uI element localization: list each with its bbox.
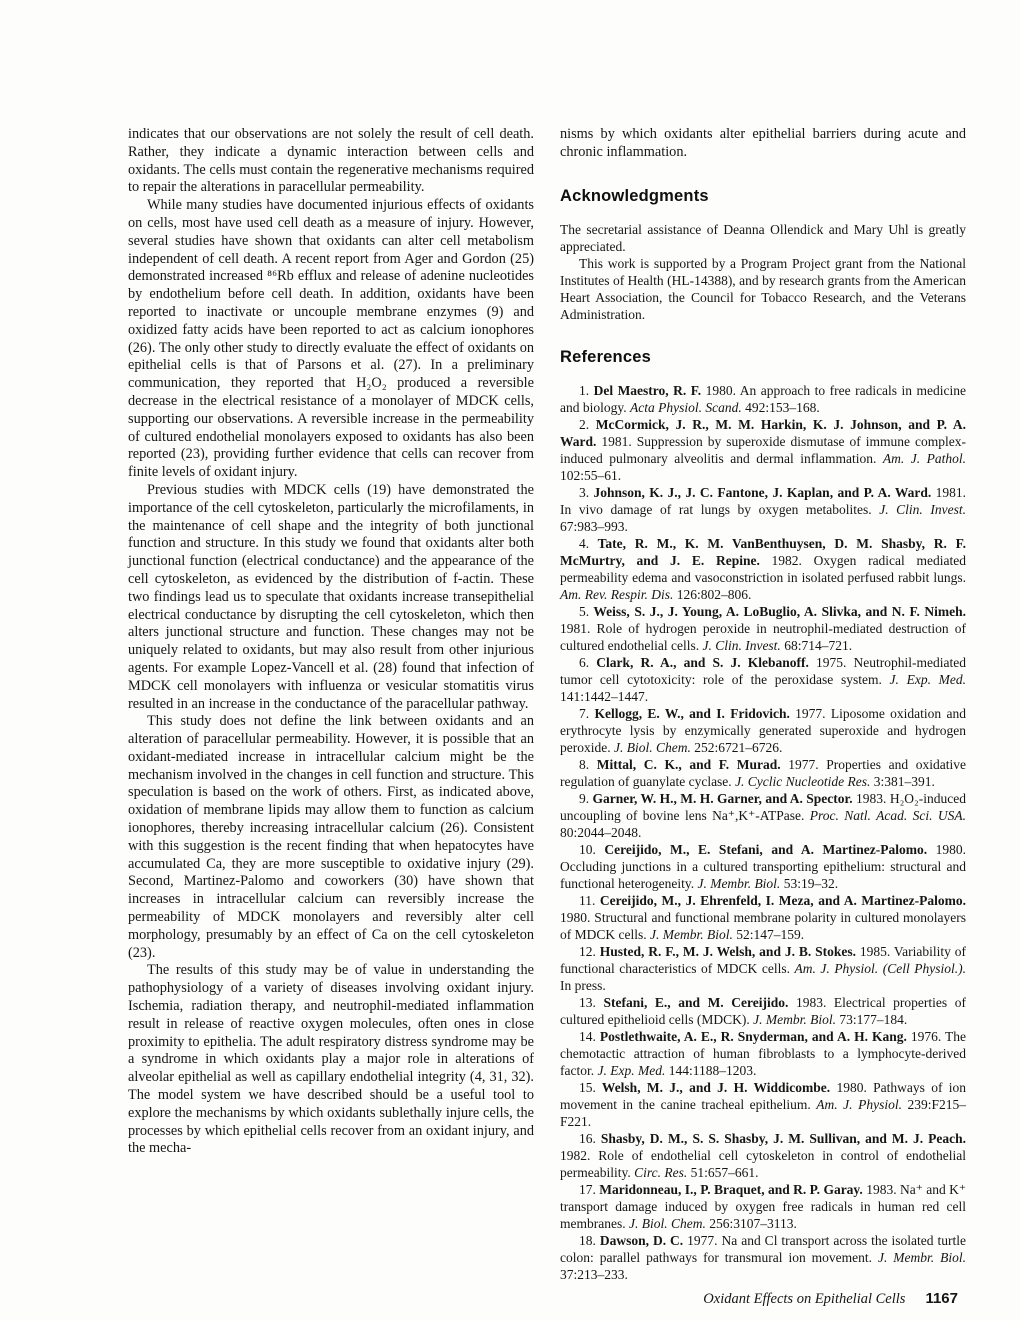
reference-body: 1985. Variability of functional characteristics of MDCK cells. — [560, 943, 966, 976]
reference-item — [560, 943, 966, 994]
acknowledgments-paragraphs — [560, 221, 966, 323]
right-column-continuation — [560, 126, 966, 162]
reference-body: 1977. Na and Cl transport across the isolated turtle colon: parallel pathways for transmural ion movement. — [560, 1232, 967, 1265]
reference-item — [560, 841, 966, 892]
running-title: Oxidant Effects on Epithelial Cells — [703, 1291, 906, 1307]
reference-tail: 80:2044–2048. — [560, 824, 642, 840]
reference-body: 1983. Na⁺ and K⁺ transport damage induced by oxygen free radicals in human red cell membranes. — [560, 1181, 966, 1231]
reference-authors: Cereijido, M., E. Stefani, and A. Martinez-Palomo. — [595, 841, 928, 857]
reference-number: 11. — [579, 892, 596, 908]
reference-number: 16. — [579, 1130, 596, 1146]
reference-journal: J. Exp. Med. — [597, 1062, 666, 1078]
reference-authors: Welsh, M. J., and J. H. Widdicombe. — [595, 1079, 831, 1095]
reference-number: 3. — [579, 484, 590, 500]
reference-journal: J. Clin. Invest. — [702, 637, 781, 653]
reference-item — [560, 416, 966, 484]
reference-journal: Proc. Natl. Acad. Sci. USA. — [809, 807, 967, 823]
reference-authors: Postlethwaite, A. E., R. Snyderman, and A. H. Kang. — [595, 1028, 907, 1044]
acknowledgments-heading: Acknowledgments — [560, 186, 709, 205]
reference-item — [560, 705, 966, 756]
reference-tail: 53:19–32. — [780, 875, 839, 891]
reference-journal: Am. J. Physiol. — [816, 1096, 902, 1112]
reference-journal: J. Clin. Invest. — [879, 501, 967, 517]
reference-item — [560, 654, 966, 705]
reference-journal: J. Membr. Biol. — [650, 926, 733, 942]
reference-tail: 102:55–61. — [560, 467, 622, 483]
reference-journal: J. Membr. Biol. — [877, 1249, 967, 1265]
reference-body: 1982. Role of endothelial cell cytoskeleton in control of endothelial permeability. — [560, 1147, 966, 1180]
paragraph: The results of this study may be of value in understanding the pathophysiology of a variety of diseases involving oxidant injury. Ischemia, radiation therapy, and neutrophil-mediated inflammation result in release of reactive oxygen molecules, often ones in close proximity to epithelia. The adult respiratory distress syndrome may be a syndrome in which oxidants play a major role in alterations of alveolar epithelial as well as capillary endothelial integrity (4, 31, 32). The model system we have described should be a useful tool to explore the mechanisms by which oxidants sublethally injure cells, the processes by which epithelial cells recover from an oxidant injury, and the mecha- — [128, 962, 534, 1157]
page-footer — [703, 1290, 958, 1308]
reference-item — [560, 1028, 966, 1079]
reference-number: 2. — [579, 416, 590, 432]
reference-authors: Clark, R. A., and S. J. Klebanoff. — [589, 654, 809, 670]
reference-body: 1980. Occluding junctions in a cultured transporting epithelium: structural and functional heterogeneity. — [560, 841, 967, 891]
reference-tail: 3:381–391. — [870, 773, 935, 789]
paragraph: nisms by which oxidants alter epithelial barriers during acute and chronic inflammation. — [560, 126, 966, 160]
reference-body: 1980. Pathways of ion movement in the canine tracheal epithelium. — [560, 1079, 966, 1112]
reference-tail: 141:1442–1447. — [560, 688, 649, 704]
reference-number: 15. — [579, 1079, 596, 1095]
reference-number: 4. — [579, 535, 590, 551]
reference-journal: Circ. Res. — [634, 1164, 688, 1180]
reference-journal: J. Exp. Med. — [889, 671, 966, 687]
reference-body: 1983. H₂O₂-induced uncoupling of bovine lens Na⁺,K⁺-ATPase. — [560, 790, 966, 823]
reference-body: 1977. Properties and oxidative regulation of guanylate cyclase. — [560, 756, 967, 789]
reference-authors: Shasby, D. M., S. S. Shasby, J. M. Sullivan, and M. J. Peach. — [595, 1130, 966, 1146]
paragraph: The secretarial assistance of Deanna Ollendick and Mary Uhl is greatly appreciated. — [560, 221, 966, 254]
reference-tail: 67:983–993. — [560, 518, 628, 534]
references-list — [560, 382, 966, 1283]
reference-tail: 51:657–661. — [687, 1164, 759, 1180]
reference-journal: J. Membr. Biol. — [697, 875, 781, 891]
reference-authors: Maridonneau, I., P. Braquet, and R. P. Garay. — [595, 1181, 863, 1197]
reference-item — [560, 790, 966, 841]
reference-authors: McCormick, J. R., M. M. Harkin, K. J. Johnson, and P. A. Ward. — [560, 416, 966, 449]
paragraph: This study does not define the link between oxidants and an alteration of paracellular permeability. However, it is possible that an oxidant-mediated increase in intracellular calcium might be the mechanism involved in the changes in cell function and structure. This speculation is based on the work of others. First, as indicated above, oxidation of membrane lipids may allow them to function as calcium ionophores, thereby increasing intracellular calcium (26). Consistent with this suggestion is the recent finding that when hepatocytes have accumulated Ca, they are more susceptible to oxidative injury (29). Second, Martinez-Palomo and coworkers (30) have shown that increases in intracellular calcium can reversibly increase the permeability of MDCK monolayers and reversibly alter cell morphology, presumably by an effect of Ca on the cell cytoskeleton (23). — [128, 713, 534, 961]
reference-authors: Cereijido, M., J. Ehrenfeld, I. Meza, and A. Martinez-Palomo. — [595, 892, 966, 908]
reference-authors: Dawson, D. C. — [595, 1232, 684, 1248]
reference-tail: 252:6721–6726. — [690, 739, 783, 755]
reference-tail: 126:802–806. — [673, 586, 752, 602]
reference-tail: 256:3107–3113. — [705, 1215, 797, 1231]
reference-body: 1976. The chemotactic attraction of human fibroblasts to a lymphocyte-derived factor. — [560, 1028, 966, 1078]
reference-authors: Husted, R. F., M. J. Welsh, and J. B. Stokes. — [595, 943, 856, 959]
reference-authors: Tate, R. M., K. M. VanBenthuysen, D. M. Shasby, R. F. McMurtry, and J. E. Repine. — [560, 535, 966, 568]
paragraph: indicates that our observations are not solely the result of cell death. Rather, they indicate a dynamic interaction between cells and oxidants. The cells must contain the regenerative mechanisms required to repair the alterations in paracellular permeability. — [128, 126, 534, 196]
reference-number: 17. — [579, 1181, 596, 1197]
reference-tail: 492:153–168. — [741, 399, 820, 415]
reference-item — [560, 1079, 966, 1130]
reference-body: 1975. Neutrophil-mediated tumor cell cytotoxicity: role of the peroxidase system. — [560, 654, 966, 687]
reference-item — [560, 382, 966, 416]
reference-journal: J. Cyclic Nucleotide Res. — [735, 773, 871, 789]
reference-tail: 52:147–159. — [732, 926, 805, 942]
reference-body: 1983. Electrical properties of cultured epithelioid cells (MDCK). — [560, 994, 966, 1027]
reference-number: 8. — [579, 756, 590, 772]
left-column-paragraphs — [128, 126, 534, 1158]
reference-number: 10. — [579, 841, 596, 857]
reference-item — [560, 603, 966, 654]
reference-body: 1981. In vivo damage of rat lungs by oxygen metabolites. — [560, 484, 967, 517]
reference-authors: Garner, W. H., M. H. Garner, and A. Spector. — [589, 790, 853, 806]
reference-authors: Stefani, E., and M. Cereijido. — [595, 994, 789, 1010]
reference-tail: 144:1188–1203. — [665, 1062, 757, 1078]
reference-body: 1981. Role of hydrogen peroxide in neutrophil-mediated destruction of cultured endothelial cells. — [560, 620, 966, 653]
reference-number: 5. — [579, 603, 590, 619]
reference-tail: 37:213–233. — [560, 1266, 628, 1282]
reference-tail: 68:714–721. — [780, 637, 853, 653]
reference-item — [560, 756, 966, 790]
reference-journal: Acta Physiol. Scand. — [630, 399, 742, 415]
left-column — [128, 126, 534, 1283]
reference-body: 1980. An approach to free radicals in medicine and biology. — [560, 382, 966, 415]
reference-journal: J. Biol. Chem. — [613, 739, 691, 755]
reference-journal: Am. J. Pathol. — [882, 450, 966, 466]
paragraph: This work is supported by a Program Project grant from the National Institutes of Health (HL-14388), and by research grants from the American Heart Association, the Council for Tobacco Research, and the Veterans Administration. — [560, 255, 966, 322]
reference-number: 12. — [579, 943, 596, 959]
reference-item — [560, 892, 966, 943]
reference-journal: Am. Rev. Respir. Dis. — [560, 586, 674, 602]
reference-journal: J. Membr. Biol. — [753, 1011, 836, 1027]
paragraph: Previous studies with MDCK cells (19) have demonstrated the importance of the cell cytoskeleton, particularly the microfilaments, in the maintenance of cell shape and the integrity of both junctional function and structure. In this study we found that oxidants alter both junctional function (electrical conductance) and the appearance of the cell cytoskeleton, as evidenced by the distribution of f-actin. These two findings lead us to speculate that oxidants increase transepithelial electrical conductance by disrupting the cell cytoskeleton, which then alters junctional structure and function. These changes may not be uniquely related to oxidants, but may also result from other injurious agents. For example Lopez-Vancell et al. (28) found that infection of MDCK cell monolayers with influenza or vesicular stomatitis virus resulted in an increase in the conductance of the paracellular pathway. — [128, 481, 534, 712]
reference-number: 18. — [579, 1232, 596, 1248]
reference-authors: Mittal, C. K., and F. Murad. — [589, 756, 781, 772]
reference-item — [560, 1232, 966, 1283]
reference-tail: 73:177–184. — [835, 1011, 908, 1027]
reference-authors: Weiss, S. J., J. Young, A. LoBuglio, A. Slivka, and N. F. Nimeh. — [589, 603, 966, 619]
paragraph: While many studies have documented injurious effects of oxidants on cells, most have used cell death as a measure of injury. However, several studies have shown that oxidants can alter cell metabolism independent of cell death. A recent report from Ager and Gordon (25) demonstrated increased ⁸⁶Rb efflux and release of adenine nucleotides by endothelium before cell death. In addition, oxidants have been reported to inactivate or uncouple membrane enzymes (9) and oxidized fatty acids have been reported to act as calcium ionophores (26). The only other study to directly evaluate the effect of oxidants on epithelial cells is that of Parsons et al. (27). In a preliminary communication, they reported that H₂O₂ produced a reversible decrease in the electrical resistance of a monolayer of MDCK cells, supporting our observations. A reversible increase in the permeability of cultured endothelial monolayers exposed to oxidants has also been reported (23), providing further evidence that cells can recover from finite levels of oxidant injury. — [128, 197, 534, 481]
reference-tail: In press. — [560, 977, 606, 993]
two-column-text-block — [128, 126, 966, 1283]
reference-item — [560, 1130, 966, 1181]
reference-number: 13. — [579, 994, 596, 1010]
reference-item — [560, 1181, 966, 1232]
reference-number: 6. — [579, 654, 590, 670]
right-column — [560, 126, 966, 1283]
reference-authors: Johnson, K. J., J. C. Fantone, J. Kaplan, and P. A. Ward. — [589, 484, 932, 500]
reference-body: 1982. Oxygen radical mediated permeability edema and vasoconstriction in isolated perfused rabbit lungs. — [560, 552, 966, 585]
reference-number: 9. — [579, 790, 590, 806]
reference-number: 14. — [579, 1028, 596, 1044]
reference-authors: Kellogg, E. W., and I. Fridovich. — [589, 705, 790, 721]
reference-item — [560, 994, 966, 1028]
reference-item — [560, 484, 966, 535]
reference-journal: J. Biol. Chem. — [628, 1215, 706, 1231]
reference-number: 1. — [579, 382, 590, 398]
reference-item — [560, 535, 966, 603]
references-heading: References — [560, 347, 651, 366]
reference-body: 1981. Suppression by superoxide dismutase of immune complex-induced pulmonary alveolitis and dermal inflammation. — [560, 433, 966, 466]
reference-tail: 239:F215–F221. — [560, 1096, 966, 1129]
reference-number: 7. — [579, 705, 590, 721]
reference-journal: Am. J. Physiol. (Cell Physiol.). — [794, 960, 966, 976]
reference-authors: Del Maestro, R. F. — [589, 382, 702, 398]
reference-body: 1977. Liposome oxidation and erythrocyte lysis by enzymically generated superoxide and hydrogen peroxide. — [560, 705, 966, 755]
reference-body: 1980. Structural and functional membrane polarity in cultured monolayers of MDCK cells. — [560, 909, 966, 942]
page-number: 1167 — [925, 1290, 958, 1307]
